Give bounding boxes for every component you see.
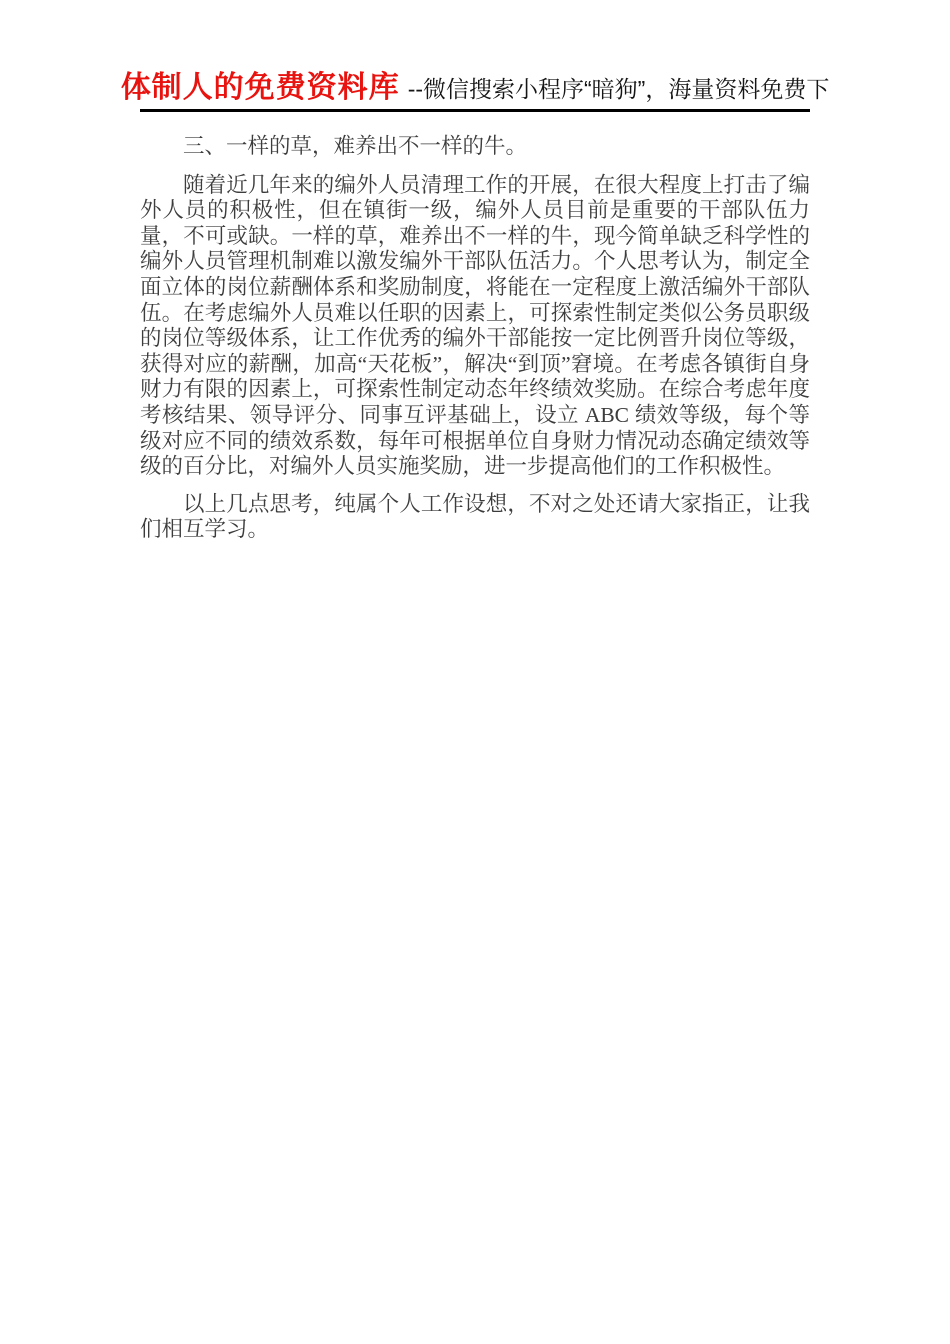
paragraph: 随着近几年来的编外人员清理工作的开展，在很大程度上打击了编外人员的积极性，但在镇街一级，编外人员目前是重要的干部队伍力量，不可或缺。一样的草，难养出不一样的牛，现今简单缺乏科学性的编外人员管理机制难以激发编外干部队伍活力。个人思考认为，制定全面立体的岗位薪酬体系和奖励制度，将能在一定程度上激活编外干部队伍。在考虑编外人员难以任职的因素上，可探索性制定类似公务员职级的岗位等级体系，让工作优秀的编外干部能按一定比例晋升岗位等级，获得对应的薪酬，加高“天花板”，解决“到顶”窘境。在考虑各镇街自身财力有限的因素上，可探索性制定动态年终绩效奖励。在综合考虑年度考核结果、领导评分、同事互评基础上，设立 ABC 绩效等级，每个等级对应不同的绩效系数，每年可根据单位自身财力情况动态确定绩效等级的百分比，对编外人员实施奖励，进一步提高他们的工作积极性。 (140, 172, 810, 479)
header-banner (120, 62, 830, 112)
paragraph: 以上几点思考，纯属个人工作设想，不对之处还请大家指正，让我们相互学习。 (140, 491, 810, 542)
section-heading: 三、一样的草，难养出不一样的牛。 (183, 134, 528, 158)
brand-tagline: --微信搜索小程序“暗狗”，海量资料免费下 (407, 76, 830, 102)
brand-title: 体制人的免费资料库 (120, 71, 400, 104)
document-body (140, 134, 810, 543)
